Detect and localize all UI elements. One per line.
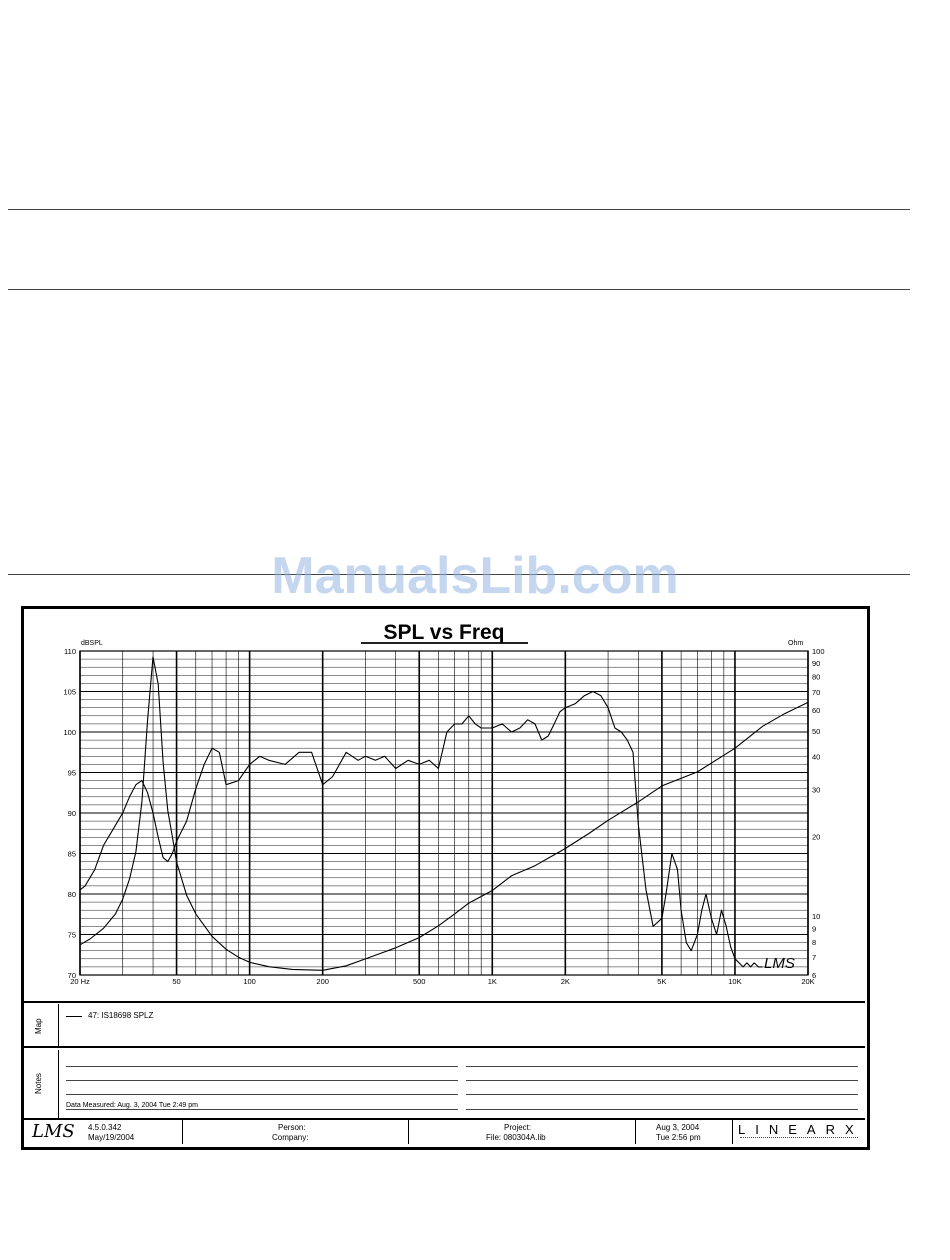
y-left-tick-label: 75 bbox=[67, 930, 76, 940]
lms-watermark-in-plot: LMS bbox=[764, 955, 795, 972]
tick-labels bbox=[63, 647, 824, 986]
x-tick-label: 200 bbox=[316, 977, 329, 986]
right-axis-unit: Ohm bbox=[788, 640, 804, 647]
file-label: File: 080304A.lib bbox=[486, 1133, 546, 1142]
footer-sep-4 bbox=[732, 1120, 733, 1144]
x-tick-label: 5K bbox=[657, 977, 667, 986]
legend-entry: 47: IS18698 SPLZ bbox=[88, 1011, 154, 1020]
y-left-tick-label: 90 bbox=[67, 809, 76, 818]
chart-title: SPL vs Freq bbox=[383, 621, 505, 644]
y-left-tick-label: 85 bbox=[67, 849, 76, 859]
data-measured-text: Data Measured: Aug. 3, 2004 Tue 2:49 pm bbox=[66, 1102, 198, 1109]
x-tick-label: 10K bbox=[728, 977, 742, 986]
left-axis-unit: dBSPL bbox=[81, 640, 103, 647]
series-group bbox=[80, 657, 808, 970]
x-tick-label: 20K bbox=[801, 977, 815, 986]
y-left-tick-label: 70 bbox=[67, 971, 76, 980]
y-left-tick-label: 80 bbox=[67, 890, 76, 899]
y-right-tick-label: 100 bbox=[812, 647, 825, 656]
watermark: ManualsLib.com bbox=[271, 547, 679, 605]
notes-line-3b bbox=[466, 1094, 858, 1095]
spl-chart bbox=[24, 609, 864, 1001]
project-label: Project: bbox=[504, 1123, 532, 1132]
y-left-tick-label: 110 bbox=[64, 647, 76, 656]
notes-line-1a bbox=[66, 1066, 458, 1067]
map-side-divider bbox=[58, 1004, 59, 1048]
lms-logo: LMS bbox=[32, 1121, 75, 1142]
footer-time: Tue 2:56 pm bbox=[656, 1133, 701, 1142]
y-right-tick-label: 10 bbox=[812, 912, 821, 922]
y-right-tick-label: 20 bbox=[812, 832, 821, 842]
x-tick-label: 100 bbox=[243, 977, 256, 986]
map-side-label: Map bbox=[34, 1018, 43, 1034]
second-rule bbox=[8, 289, 910, 290]
legend-line-sample bbox=[66, 1016, 82, 1017]
software-version-date: May/19/2004 bbox=[88, 1133, 135, 1142]
notes-side-divider bbox=[58, 1050, 59, 1118]
y-right-tick-label: 30 bbox=[812, 785, 821, 795]
software-version: 4.5.0.342 bbox=[88, 1123, 122, 1132]
y-right-tick-label: 50 bbox=[812, 726, 821, 736]
notes-line-2b bbox=[466, 1080, 858, 1081]
y-left-tick-label: 105 bbox=[63, 687, 76, 697]
y-right-tick-label: 60 bbox=[812, 705, 821, 715]
x-tick-label: 20 Hz bbox=[70, 977, 90, 986]
footer-date: Aug 3, 2004 bbox=[656, 1123, 700, 1132]
linearx-brand: LINEARX bbox=[738, 1122, 864, 1137]
company-label: Company: bbox=[272, 1133, 309, 1142]
y-left-tick-label: 100 bbox=[63, 728, 76, 737]
x-tick-label: 50 bbox=[172, 977, 181, 986]
notes-line-3a bbox=[66, 1094, 458, 1095]
y-right-tick-label: 70 bbox=[812, 688, 821, 698]
notes-footer-divider bbox=[24, 1118, 865, 1120]
y-right-tick-label: 7 bbox=[812, 953, 817, 963]
y-left-tick-label: 95 bbox=[67, 768, 76, 778]
y-right-tick-label: 40 bbox=[812, 752, 821, 762]
y-right-tick-label: 8 bbox=[812, 937, 817, 947]
notes-line-1b bbox=[466, 1066, 858, 1067]
y-right-tick-label: 80 bbox=[812, 672, 821, 682]
x-tick-label: 1K bbox=[487, 977, 497, 986]
y-right-tick-label: 90 bbox=[812, 659, 821, 669]
notes-side-label: Notes bbox=[34, 1073, 43, 1094]
person-label: Person: bbox=[278, 1123, 306, 1132]
x-tick-label: 2K bbox=[560, 977, 570, 986]
footer-sep-3 bbox=[635, 1120, 636, 1144]
notes-line-4b bbox=[466, 1109, 858, 1110]
linearx-dots bbox=[740, 1137, 858, 1138]
top-rule bbox=[8, 209, 910, 210]
footer-sep-1 bbox=[182, 1120, 183, 1144]
chart-legend-divider bbox=[24, 1001, 865, 1003]
notes-line-2a bbox=[66, 1080, 458, 1081]
y-right-tick-label: 9 bbox=[812, 924, 817, 934]
x-tick-label: 500 bbox=[412, 977, 426, 986]
y-right-tick-label: 6 bbox=[812, 971, 817, 980]
footer-sep-2 bbox=[408, 1120, 409, 1144]
